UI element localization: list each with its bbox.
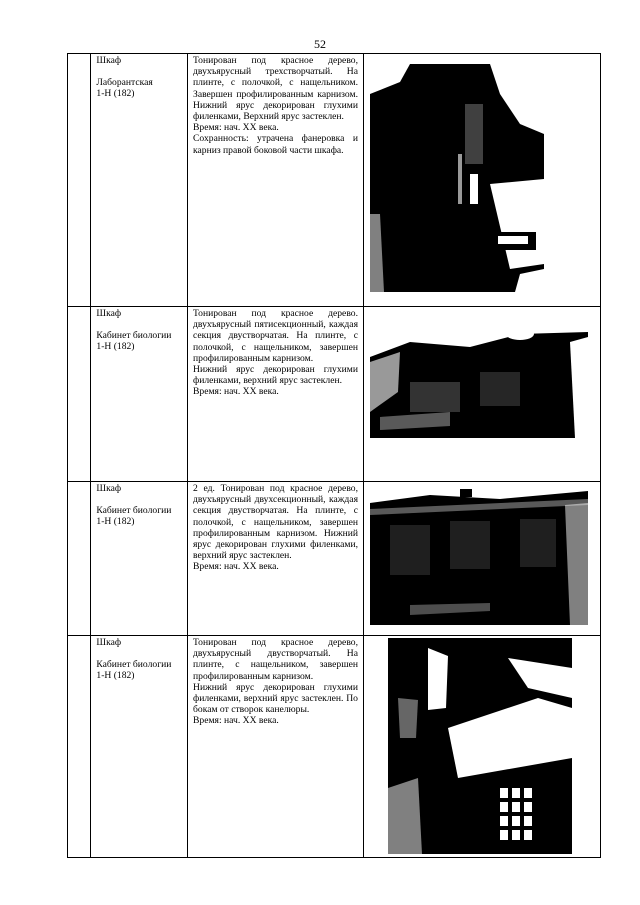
item-name-cell xyxy=(91,307,188,482)
item-photo-cell xyxy=(363,636,600,858)
item-name-cell xyxy=(91,482,188,636)
item-name: Шкаф xyxy=(96,308,122,319)
cabinet-photo xyxy=(370,322,588,438)
item-description-cell xyxy=(188,54,364,307)
item-name-cell xyxy=(91,54,188,307)
cabinet-photo xyxy=(388,638,572,854)
row-number-cell xyxy=(68,307,91,482)
item-description-cell xyxy=(188,307,364,482)
table-row xyxy=(68,482,601,636)
item-name-cell xyxy=(91,636,188,858)
item-description: 2 ед. Тонирован под красное дерево, двухъярусный двухсекционный, каждая секция двустворчатая. На плинте, с полочкой, с нащельником, завершен профилированным карнизом. Нижний ярус декорирован глухими филенками, верхний ярус застеклен. Время: нач. XX века. xyxy=(193,483,358,573)
item-name: Шкаф xyxy=(96,637,122,648)
item-name: Шкаф xyxy=(96,55,122,66)
inventory-table xyxy=(67,53,601,858)
item-name: Шкаф xyxy=(96,483,122,494)
item-photo-cell xyxy=(363,482,600,636)
item-description-cell xyxy=(188,636,364,858)
cabinet-photo xyxy=(370,64,544,292)
item-location: Кабинет биологии 1-Н (182) xyxy=(96,659,172,682)
row-number-cell xyxy=(68,636,91,858)
cabinet-photo xyxy=(370,485,588,625)
row-number-cell xyxy=(68,482,91,636)
table-row xyxy=(68,636,601,858)
table-row xyxy=(68,54,601,307)
item-description-cell xyxy=(188,482,364,636)
table-row xyxy=(68,307,601,482)
item-photo-cell xyxy=(363,54,600,307)
item-photo-cell xyxy=(363,307,600,482)
item-description: Тонирован под красное дерево, двухъярусный трехстворчатый. На плинте, с полочкой, с нащельником. Завершен профилированным карнизом. Нижний ярус декорирован глухими филенками, Верхний ярус застеклен. Время: нач. XX века. Сохранность: утрачена фанеровка и карниз правой боковой части шкафа. xyxy=(193,55,358,156)
item-location: Кабинет биологии 1-Н (182) xyxy=(96,505,172,528)
row-number-cell xyxy=(68,54,91,307)
item-description: Тонирован под красное дерево. двухъярусный пятисекционный, каждая секция двустворчатая. На плинте, с полочкой, с нащельником, завершен профилированным карнизом. Нижний ярус декорирован глухими филенками, верхний ярус застеклен. Время: нач. XX века. xyxy=(193,308,358,398)
page-number: 52 xyxy=(314,37,326,51)
item-location: Лаборантская 1-Н (182) xyxy=(96,77,153,100)
item-description: Тонирован под красное дерево, двухъярусный двустворчатый. На плинте, с нащельником, завершен профилированным карнизом. Нижний ярус декорирован глухими филенками, верхний ярус застеклен. По бокам от створок канелюры. Время: нач. XX века. xyxy=(193,637,358,727)
item-location: Кабинет биологии 1-Н (182) xyxy=(96,330,172,353)
